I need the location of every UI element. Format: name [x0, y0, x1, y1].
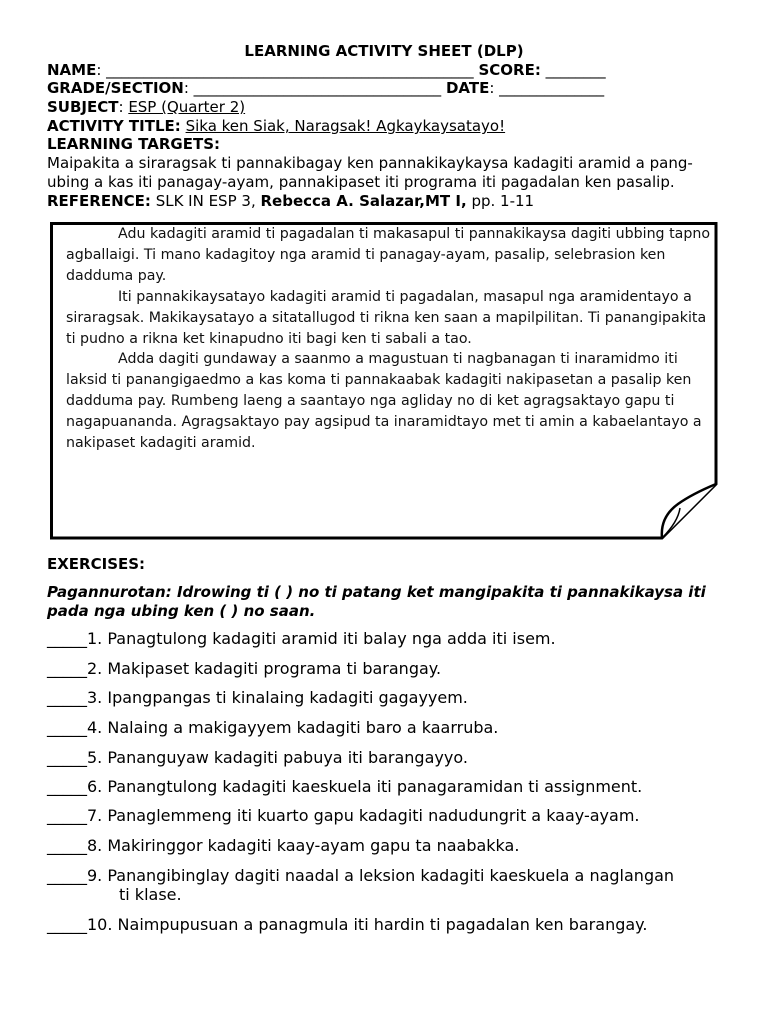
exercises-instruction: Pagannurotan: Idrowing ti ( ) no ti patang ket mangipakita ti pannakikaysa iti pada nga ubing ken ( ) no saan. [47, 583, 706, 620]
item-number: 6. [87, 777, 103, 796]
exercise-item [47, 836, 737, 855]
targets-block [47, 154, 727, 211]
item-number: 3. [87, 688, 103, 707]
item-number: 10. [87, 915, 113, 934]
item-number: 4. [87, 718, 103, 737]
item-number: 5. [87, 748, 103, 767]
passage-paragraph: Adda dagiti gundaway a saanmo a magustuan ti nagbanagan ti inaramidmo iti laksid ti panangigaedmo a kas koma ti pannakaabak kadagiti nakipasetan a pasalip ken dadduma pay. Rumbeng laeng a saantayo nga agliday no di ket agragsaktayo gapu ti nagapuananda. Agragsaktayo pay agsipud ta inaramidtayo met ti amin a kabaelantayo a nakipaset kadagiti aramid. [66, 351, 702, 452]
answer-blank[interactable]: _____ [47, 748, 87, 767]
exercise-item [47, 866, 737, 904]
reference-label: REFERENCE: [47, 192, 151, 210]
passage-paragraph: Adu kadagiti aramid ti pagadalan ti makasapul ti pannakikaysa dagiti ubbing tapno agballaigi. Ti mano kadagitoy nga aramid ti panagay-ayam, pasalip, selebrasion ken dadduma pay. [66, 226, 711, 284]
activity-row [47, 117, 505, 135]
answer-blank[interactable]: _____ [47, 836, 87, 855]
answer-blank[interactable]: _____ [47, 688, 87, 707]
grade-label: GRADE/SECTION [47, 79, 184, 97]
name-field[interactable]: _________________________________________________ [106, 61, 474, 79]
exercise-item [47, 659, 737, 678]
sheet-title: LEARNING ACTIVITY SHEET (DLP) [244, 42, 524, 60]
item-text: Panagtulong kadagiti aramid iti balay nga adda iti isem. [107, 629, 556, 648]
name-label: NAME [47, 61, 97, 79]
targets-text: Maipakita a siraragsak ti pannakibagay ken pannakikaykaysa kadagiti aramid a pang-ubing a kas iti panagay-ayam, pannakipaset iti programa iti pagadalan ken pasalip. [47, 154, 693, 191]
item-number: 9. [87, 866, 103, 885]
item-text-continued: ti klase. [119, 885, 182, 904]
answer-blank[interactable]: _____ [47, 777, 87, 796]
answer-blank[interactable]: _____ [47, 915, 87, 934]
activity-value: Sika ken Siak, Naragsak! Agkaykaysatayo! [185, 117, 506, 135]
date-label: DATE [445, 79, 490, 97]
item-text: Nalaing a makigayyem kadagiti baro a kaarruba. [107, 718, 499, 737]
score-field[interactable]: ________ [545, 61, 606, 79]
reference-author: Rebecca A. Salazar,MT I, [260, 192, 467, 210]
targets-label: LEARNING TARGETS: [47, 135, 221, 153]
date-field[interactable]: ______________ [499, 79, 605, 97]
item-number: 8. [87, 836, 103, 855]
exercises-title: EXERCISES: [47, 555, 146, 573]
activity-label: ACTIVITY TITLE: [47, 117, 181, 135]
answer-blank[interactable]: _____ [47, 718, 87, 737]
subject-label: SUBJECT [47, 98, 119, 116]
subject-row: SUBJECT: ESP (Quarter 2) [47, 98, 246, 116]
item-number: 7. [87, 806, 103, 825]
reference-text: SLK IN ESP 3, [155, 192, 256, 210]
item-text: Ipangpangas ti kinalaing kadagiti gagayyem. [107, 688, 468, 707]
exercise-item [47, 688, 737, 707]
item-text: Makipaset kadagiti programa ti barangay. [107, 659, 442, 678]
item-number: 1. [87, 629, 103, 648]
score-label: SCORE: [478, 61, 541, 79]
exercise-item [47, 915, 737, 934]
subject-value: ESP (Quarter 2) [128, 98, 246, 116]
answer-blank[interactable]: _____ [47, 866, 87, 885]
item-number: 2. [87, 659, 103, 678]
answer-blank[interactable]: _____ [47, 806, 87, 825]
answer-blank[interactable]: _____ [47, 659, 87, 678]
item-text: Panangibinglay dagiti naadal a leksion kadagiti kaeskuela a naglangan [107, 866, 675, 885]
grade-field[interactable]: _________________________________ [193, 79, 442, 97]
passage-box [50, 222, 720, 540]
reference-pages: pp. 1-11 [471, 192, 535, 210]
exercise-item [47, 629, 737, 648]
exercise-item [47, 748, 737, 767]
exercise-item [47, 718, 737, 737]
grade-row: GRADE/SECTION: _________________________________ DATE: ______________ [47, 79, 605, 97]
answer-blank[interactable]: _____ [47, 629, 87, 648]
passage-paragraph: Iti pannakikaysatayo kadagiti aramid ti pagadalan, masapul nga aramidentayo a siraragsak. Makikaysatayo a sitatallugod ti rikna ken saan a mapilpilitan. Ti panangipakita ti pudno a rikna ket kinapudno iti bagi ken ti sabali a tao. [66, 288, 707, 347]
item-text: Makiringgor kadagiti kaay-ayam gapu ta naabakka. [107, 836, 520, 855]
exercise-item [47, 777, 737, 796]
item-text: Panaglemmeng iti kuarto gapu kadagiti nadudungrit a kaay-ayam. [107, 806, 640, 825]
item-text: Pananguyaw kadagiti pabuya iti barangayyo. [107, 748, 468, 767]
passage-text [66, 224, 716, 454]
name-row: NAME: _________________________________________________ SCORE: ________ [47, 61, 606, 79]
item-text: Panangtulong kadagiti kaeskuela iti panagaramidan ti assignment. [107, 777, 643, 796]
item-text: Naimpupusuan a panagmula iti hardin ti pagadalan ken barangay. [117, 915, 648, 934]
exercise-item [47, 806, 737, 825]
